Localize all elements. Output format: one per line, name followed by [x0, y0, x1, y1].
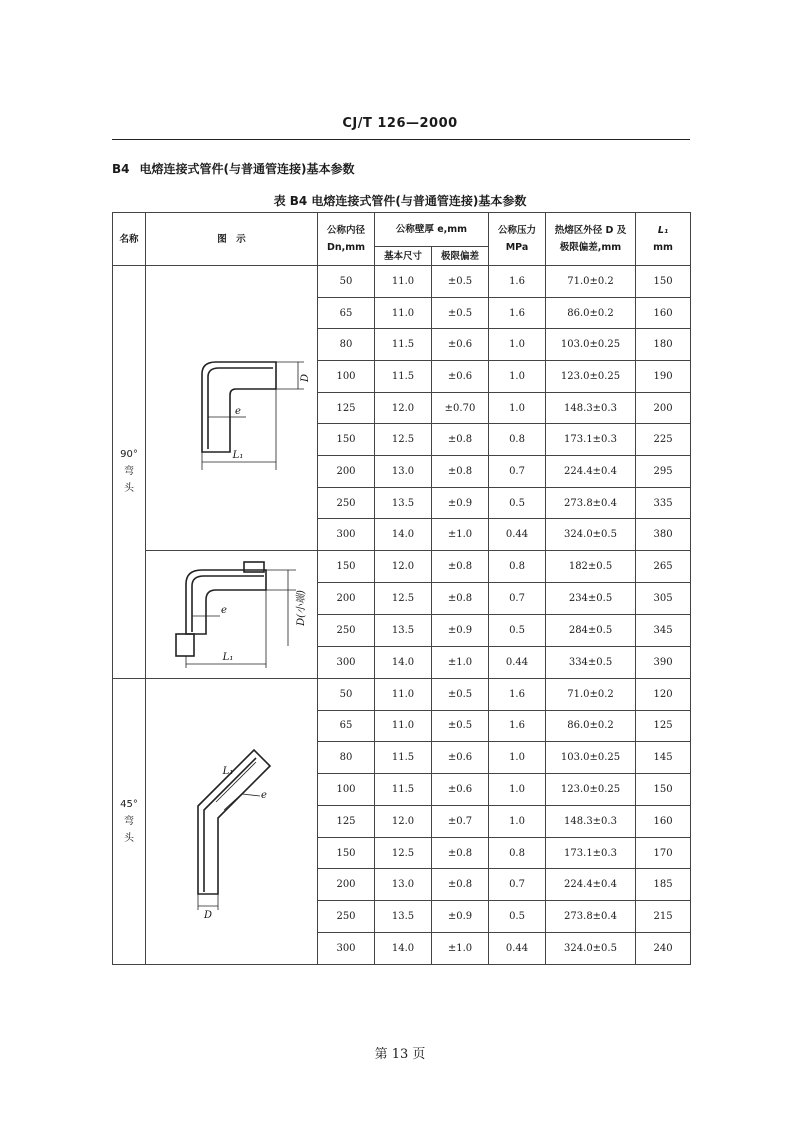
header-pressure-line1: 公称压力: [498, 225, 537, 236]
header-l1-line1: L₁: [657, 225, 669, 236]
cell-wall-basic: 14.0: [375, 519, 432, 551]
cell-wall-basic: 14.0: [375, 646, 432, 678]
cell-pressure: 0.44: [489, 519, 546, 551]
cell-wall-basic: 13.0: [375, 869, 432, 901]
fitting-name-part: 头: [124, 832, 134, 844]
cell-fusion-diameter: 334±0.5: [546, 646, 636, 678]
cell-pressure: 0.8: [489, 424, 546, 456]
cell-wall-basic: 12.5: [375, 424, 432, 456]
cell-wall-basic: 12.5: [375, 837, 432, 869]
fitting-name-part: 头: [124, 483, 134, 495]
header-diam-line2: 极限偏差,mm: [559, 242, 622, 253]
header-name: 名称: [113, 213, 146, 266]
cell-pressure: 1.6: [489, 710, 546, 742]
cell-fusion-diameter: 103.0±0.25: [546, 742, 636, 774]
cell-wall-tolerance: ±0.70: [432, 392, 489, 424]
cell-nominal-diameter: 250: [318, 487, 375, 519]
cell-l1: 265: [636, 551, 691, 583]
cell-pressure: 1.0: [489, 392, 546, 424]
header-dn-line2: Dn,mm: [326, 242, 366, 253]
cell-nominal-diameter: 200: [318, 456, 375, 488]
cell-nominal-diameter: 150: [318, 424, 375, 456]
cell-nominal-diameter: 250: [318, 614, 375, 646]
cell-l1: 215: [636, 901, 691, 933]
cell-l1: 335: [636, 487, 691, 519]
cell-wall-tolerance: ±0.5: [432, 297, 489, 329]
dimension-label-l1: L₁: [222, 652, 234, 664]
cell-wall-basic: 11.0: [375, 266, 432, 298]
header-nominal-diameter: [318, 213, 375, 266]
cell-wall-basic: 13.5: [375, 487, 432, 519]
cell-wall-tolerance: ±0.5: [432, 678, 489, 710]
cell-pressure: 0.44: [489, 933, 546, 965]
cell-l1: 150: [636, 774, 691, 806]
cell-pressure: 1.6: [489, 678, 546, 710]
cell-fusion-diameter: 103.0±0.25: [546, 329, 636, 361]
cell-fusion-diameter: 173.1±0.3: [546, 837, 636, 869]
cell-wall-tolerance: ±1.0: [432, 519, 489, 551]
header-l1-line2: mm: [653, 242, 673, 253]
cell-fusion-diameter: 234±0.5: [546, 582, 636, 614]
cell-wall-basic: 13.0: [375, 456, 432, 488]
cell-wall-basic: 12.0: [375, 805, 432, 837]
header-l1: [636, 213, 691, 266]
cell-wall-tolerance: ±0.8: [432, 456, 489, 488]
cell-l1: 150: [636, 266, 691, 298]
cell-wall-tolerance: ±0.6: [432, 329, 489, 361]
cell-nominal-diameter: 300: [318, 933, 375, 965]
cell-fusion-diameter: 182±0.5: [546, 551, 636, 583]
table-caption: 表 B4 电熔连接式管件(与普通管连接)基本参数: [273, 194, 527, 208]
cell-l1: 305: [636, 582, 691, 614]
cell-wall-tolerance: ±1.0: [432, 933, 489, 965]
cell-nominal-diameter: 200: [318, 869, 375, 901]
cell-fusion-diameter: 148.3±0.3: [546, 805, 636, 837]
dimension-label-d: D: [203, 910, 213, 922]
cell-wall-tolerance: ±0.9: [432, 487, 489, 519]
cell-l1: 190: [636, 361, 691, 393]
cell-wall-tolerance: ±0.7: [432, 805, 489, 837]
table-row: [113, 678, 691, 710]
cell-l1: 125: [636, 710, 691, 742]
cell-pressure: 0.44: [489, 646, 546, 678]
header-nominal-pressure: [489, 213, 546, 266]
cell-l1: 120: [636, 678, 691, 710]
cell-nominal-diameter: 150: [318, 837, 375, 869]
header-fusion-diameter: [546, 213, 636, 266]
cell-wall-tolerance: ±0.6: [432, 361, 489, 393]
header-diam-line1: 热熔区外径 D 及: [554, 225, 627, 236]
cell-fusion-diameter: 86.0±0.2: [546, 710, 636, 742]
cell-wall-tolerance: ±0.5: [432, 266, 489, 298]
fitting-name-part: 45°: [120, 798, 138, 810]
cell-fusion-diameter: 324.0±0.5: [546, 933, 636, 965]
cell-pressure: 0.5: [489, 901, 546, 933]
cell-fusion-diameter: 224.4±0.4: [546, 456, 636, 488]
cell-wall-tolerance: ±0.9: [432, 614, 489, 646]
cell-fusion-diameter: 123.0±0.25: [546, 361, 636, 393]
cell-pressure: 1.0: [489, 329, 546, 361]
cell-l1: 345: [636, 614, 691, 646]
cell-nominal-diameter: 100: [318, 361, 375, 393]
cell-pressure: 0.8: [489, 551, 546, 583]
cell-wall-basic: 12.0: [375, 392, 432, 424]
cell-fusion-diameter: 273.8±0.4: [546, 487, 636, 519]
cell-nominal-diameter: 65: [318, 297, 375, 329]
cell-nominal-diameter: 150: [318, 551, 375, 583]
table-row: [113, 266, 691, 298]
cell-pressure: 0.7: [489, 582, 546, 614]
cell-nominal-diameter: 65: [318, 710, 375, 742]
fitting-name-part: 弯: [124, 466, 134, 478]
cell-fitting-name: [113, 266, 146, 679]
cell-fusion-diameter: 284±0.5: [546, 614, 636, 646]
cell-nominal-diameter: 125: [318, 392, 375, 424]
cell-nominal-diameter: 300: [318, 646, 375, 678]
cell-pressure: 0.5: [489, 614, 546, 646]
cell-l1: 380: [636, 519, 691, 551]
cell-fusion-diameter: 324.0±0.5: [546, 519, 636, 551]
cell-wall-tolerance: ±0.8: [432, 837, 489, 869]
cell-wall-tolerance: ±0.6: [432, 774, 489, 806]
cell-fusion-diameter: 86.0±0.2: [546, 297, 636, 329]
figure-45-elbow: [146, 678, 318, 964]
cell-wall-basic: 11.5: [375, 742, 432, 774]
cell-pressure: 1.0: [489, 774, 546, 806]
fitting-name-part: 90°: [120, 449, 138, 461]
section-title-text: 电熔连接式管件(与普通管连接)基本参数: [139, 162, 355, 176]
cell-fusion-diameter: 224.4±0.4: [546, 869, 636, 901]
cell-nominal-diameter: 50: [318, 678, 375, 710]
cell-wall-tolerance: ±0.5: [432, 710, 489, 742]
cell-l1: 180: [636, 329, 691, 361]
cell-pressure: 1.0: [489, 742, 546, 774]
cell-nominal-diameter: 250: [318, 901, 375, 933]
fitting-diagram: [146, 686, 318, 956]
cell-pressure: 1.0: [489, 805, 546, 837]
cell-nominal-diameter: 200: [318, 582, 375, 614]
cell-wall-tolerance: ±0.8: [432, 424, 489, 456]
cell-l1: 145: [636, 742, 691, 774]
cell-l1: 225: [636, 424, 691, 456]
cell-fusion-diameter: 71.0±0.2: [546, 266, 636, 298]
cell-wall-basic: 11.0: [375, 297, 432, 329]
header-wall-tolerance: 极限偏差: [432, 247, 489, 266]
fitting-diagram: [146, 554, 318, 674]
cell-nominal-diameter: 50: [318, 266, 375, 298]
cell-wall-tolerance: ±0.8: [432, 582, 489, 614]
cell-wall-tolerance: ±0.6: [432, 742, 489, 774]
fitting-parameters-table: [112, 212, 691, 965]
cell-fusion-diameter: 123.0±0.25: [546, 774, 636, 806]
cell-l1: 170: [636, 837, 691, 869]
cell-fusion-diameter: 148.3±0.3: [546, 392, 636, 424]
cell-pressure: 0.7: [489, 456, 546, 488]
cell-pressure: 1.6: [489, 266, 546, 298]
cell-nominal-diameter: 80: [318, 742, 375, 774]
cell-l1: 240: [636, 933, 691, 965]
cell-fusion-diameter: 273.8±0.4: [546, 901, 636, 933]
cell-wall-basic: 11.5: [375, 329, 432, 361]
dimension-label-l1: L₁: [232, 450, 244, 462]
document-standard-code: CJ/T 126—2000: [342, 116, 458, 131]
cell-l1: 185: [636, 869, 691, 901]
cell-nominal-diameter: 100: [318, 774, 375, 806]
dimension-label-d: D(小端): [296, 590, 307, 627]
cell-wall-tolerance: ±0.8: [432, 869, 489, 901]
header-figure: 图 示: [146, 213, 318, 266]
cell-pressure: 0.7: [489, 869, 546, 901]
cell-nominal-diameter: 80: [318, 329, 375, 361]
table-row: [113, 551, 691, 583]
cell-l1: 160: [636, 297, 691, 329]
cell-pressure: 1.6: [489, 297, 546, 329]
cell-wall-tolerance: ±0.9: [432, 901, 489, 933]
cell-l1: 295: [636, 456, 691, 488]
fitting-diagram: [146, 274, 318, 542]
cell-wall-basic: 13.5: [375, 614, 432, 646]
cell-wall-basic: 11.5: [375, 774, 432, 806]
dimension-label-l1: L₁: [222, 766, 234, 778]
cell-fitting-name: [113, 678, 146, 964]
header-dn-line1: 公称内径: [326, 225, 365, 236]
cell-wall-basic: 11.0: [375, 710, 432, 742]
cell-wall-basic: 13.5: [375, 901, 432, 933]
cell-wall-tolerance: ±0.8: [432, 551, 489, 583]
cell-fusion-diameter: 71.0±0.2: [546, 678, 636, 710]
header-wall-thickness: 公称壁厚 e,mm: [375, 213, 489, 247]
cell-l1: 200: [636, 392, 691, 424]
cell-wall-basic: 11.0: [375, 678, 432, 710]
cell-l1: 160: [636, 805, 691, 837]
section-number: B4: [112, 162, 130, 176]
cell-nominal-diameter: 300: [318, 519, 375, 551]
header-wall-basic: 基本尺寸: [375, 247, 432, 266]
dimension-label-e: e: [221, 605, 227, 617]
dimension-label-e: e: [235, 406, 241, 418]
header-divider: [112, 139, 690, 140]
cell-pressure: 1.0: [489, 361, 546, 393]
dimension-label-e: e: [261, 790, 267, 802]
cell-wall-basic: 12.5: [375, 582, 432, 614]
cell-nominal-diameter: 125: [318, 805, 375, 837]
cell-wall-basic: 14.0: [375, 933, 432, 965]
figure-90-elbow: [146, 266, 318, 551]
cell-fusion-diameter: 173.1±0.3: [546, 424, 636, 456]
dimension-label-d: D: [300, 374, 311, 383]
figure-90-elbow-reducing: [146, 551, 318, 679]
header-pressure-line2: MPa: [505, 242, 529, 253]
cell-wall-basic: 12.0: [375, 551, 432, 583]
section-heading: [112, 160, 354, 177]
cell-pressure: 0.8: [489, 837, 546, 869]
cell-pressure: 0.5: [489, 487, 546, 519]
cell-l1: 390: [636, 646, 691, 678]
cell-wall-basic: 11.5: [375, 361, 432, 393]
page-number: 第 13 页: [374, 1047, 426, 1062]
fitting-name-part: 弯: [124, 815, 134, 827]
cell-wall-tolerance: ±1.0: [432, 646, 489, 678]
